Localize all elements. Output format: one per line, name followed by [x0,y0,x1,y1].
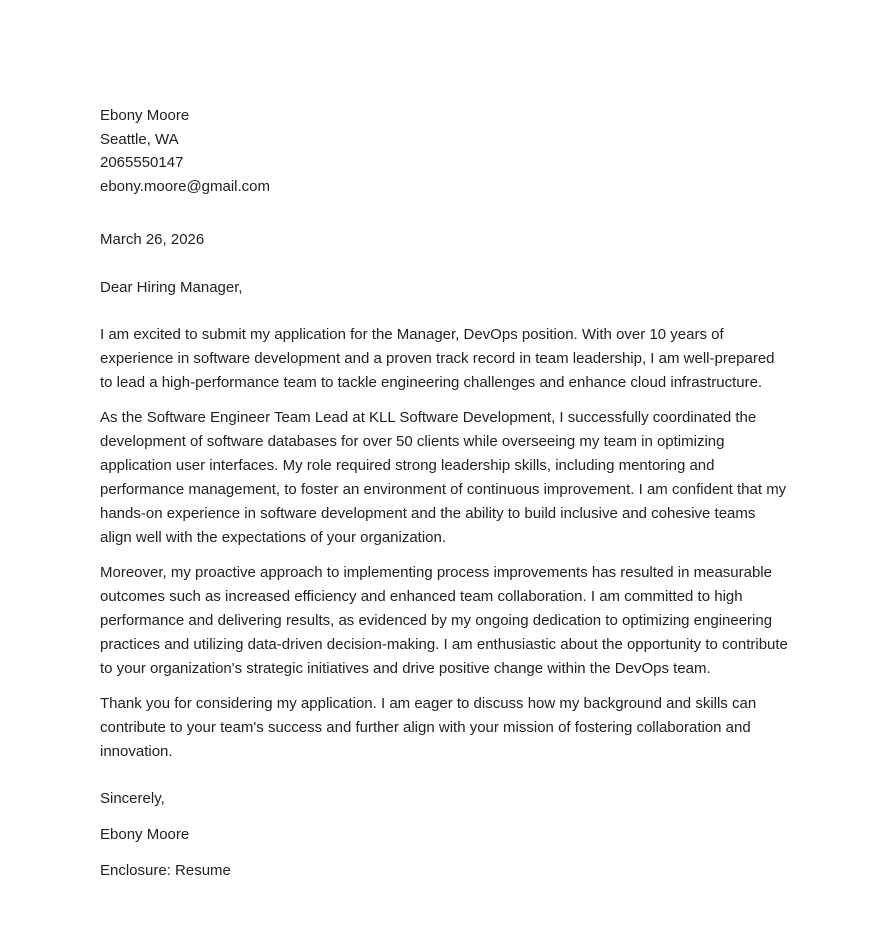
sender-contact-block [100,104,789,199]
letter-paragraph: Moreover, my proactive approach to implementing process improvements has resulted in measurable outcomes such as increased efficiency and enhanced team collaboration. I am committed to high performance and delivering results, as evidenced by my ongoing dedication to optimizing engineering practices and utilizing data-driven decision-making. I am enthusiastic about the opportunity to contribute to your organization's strategic initiatives and drive positive change within the DevOps team. [100,563,788,677]
letter-body-copy [100,323,789,764]
sender-location: Seattle, WA [100,130,179,148]
sender-phone: 2065550147 [100,154,184,172]
letter-paragraph: As the Software Engineer Team Lead at KLL Software Development, I successfully coordinated the development of software databases for over 50 clients while overseeing my team in optimizing application user interfaces. My role required strong leadership skills, including mentoring and performance management, to foster an environment of continuous improvement. I am confident that my hands-on experience in software development and the ability to build inclusive and cohesive teams align well with the expectations of your organization. [100,408,787,546]
sender-name: Ebony Moore [100,107,190,124]
letter-closing-block [100,787,789,883]
letter-date: March 26, 2026 [100,230,205,248]
letter-salutation: Dear Hiring Manager, [100,278,243,296]
sender-email: ebony.moore@gmail.com [100,178,271,196]
letter-paragraph: I am excited to submit my application for the Manager, DevOps position. With over 10 years of experience in software development and a proven track record in team leadership, I am well-prepared to lead a high-performance team to tackle engineering challenges and enhance cloud infrastructure. [100,325,775,391]
letter-valediction: Sincerely, [100,789,165,807]
letter-enclosure: Enclosure: Resume [100,861,231,879]
letter-paragraph: Thank you for considering my application. I am eager to discuss how my background and skills can contribute to your team's success and further align with your mission of fostering collaboration and innovation. [100,694,757,760]
letter-signature-name: Ebony Moore [100,825,190,843]
letter-body [100,104,789,883]
